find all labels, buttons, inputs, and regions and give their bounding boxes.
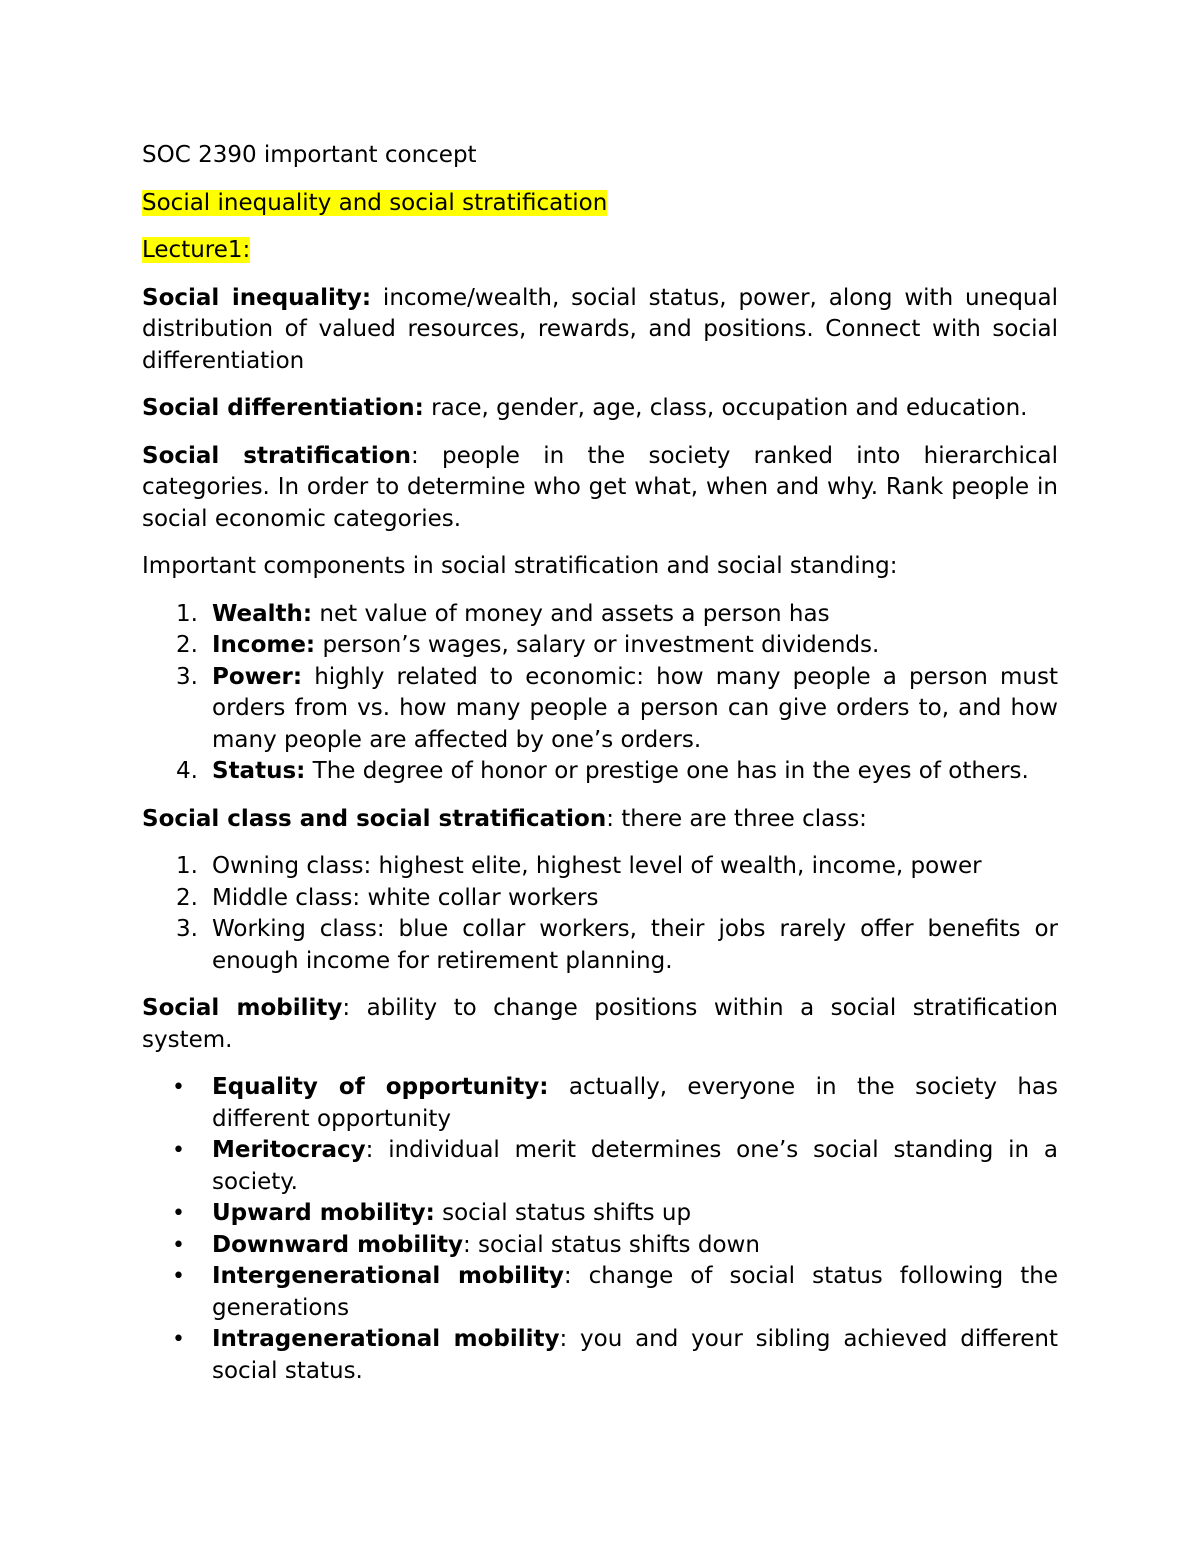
item-text: net value of money and assets a person has [312, 600, 830, 627]
item-text: : you and your sibling achieved different social status. [212, 1326, 1058, 1384]
document-page [142, 140, 1058, 1403]
bullet-icon: • [172, 1201, 185, 1226]
lecture-label [142, 235, 1058, 267]
item-text: person’s wages, salary or investment dividends. [315, 632, 880, 658]
item-term: Power: [212, 663, 303, 690]
list-number: 3. [176, 663, 198, 690]
list-item [142, 630, 1058, 662]
item-text: : individual merit determines one’s social standing in a society. [212, 1137, 1058, 1195]
list-item [142, 599, 1058, 631]
class-heading [142, 804, 1058, 836]
item-term: Upward mobility: [212, 1200, 435, 1226]
item-term: Downward mobility [212, 1231, 463, 1258]
item-term: Wealth: [212, 600, 313, 627]
list-number: 4. [176, 758, 198, 784]
definition-paragraph [142, 441, 1058, 536]
components-list [142, 599, 1058, 788]
definition-text: : people in the society ranked into hierarchical categories. In order to determine who get what, when and why. Rank people in social economic categories. [142, 442, 1058, 532]
class-heading-term: Social class and social stratification [142, 805, 607, 832]
definition-text: income/wealth, social status, power, along with unequal distribution of valued resources, rewards, and positions. Connect with social differentiation [142, 284, 1058, 374]
item-term: Intergenerational mobility [212, 1263, 564, 1289]
list-item [142, 883, 1058, 915]
highlighted-text: Social inequality and social stratification [142, 189, 608, 216]
item-text: actually, everyone in the society has different opportunity [212, 1074, 1058, 1132]
item-text: Working class: blue collar workers, their jobs rarely offer benefits or enough income for retirement planning. [212, 916, 1058, 974]
mobility-list [142, 1072, 1058, 1387]
mobility-text: : ability to change positions within a social stratification system. [142, 995, 1058, 1053]
list-item [142, 851, 1058, 883]
definition-term: Social differentiation: [142, 395, 424, 421]
item-text: Owning class: highest elite, highest level of wealth, income, power [212, 853, 982, 879]
item-text: : social status shifts down [462, 1231, 760, 1258]
class-heading-text: : there are three class: [606, 805, 867, 832]
list-number: 3. [176, 916, 198, 942]
list-item [142, 1261, 1058, 1324]
item-text: highly related to economic: how many people a person must orders from vs. how many people a person can give orders to, and how many people are affected by one’s orders. [212, 663, 1058, 753]
item-term: Status: [212, 758, 306, 784]
bullet-icon: • [172, 1232, 185, 1258]
bullet-icon: • [172, 1264, 185, 1289]
bullet-icon: • [172, 1138, 185, 1163]
definition-term: Social inequality: [142, 284, 372, 311]
definition-paragraph [142, 393, 1058, 425]
item-term: Intragenerational mobility [212, 1326, 560, 1352]
list-number: 2. [176, 632, 198, 658]
list-item [142, 662, 1058, 757]
list-number: 2. [176, 884, 198, 911]
list-item [142, 1135, 1058, 1198]
item-text: social status shifts up [434, 1200, 692, 1226]
item-text: Middle class: white collar workers [212, 884, 599, 911]
bullet-icon: • [172, 1075, 185, 1100]
list-item [142, 1230, 1058, 1262]
bullet-icon: • [172, 1327, 185, 1352]
document-title: SOC 2390 important concept [142, 142, 477, 168]
highlighted-text: Lecture1: [142, 237, 251, 263]
section-heading [142, 188, 1058, 220]
classes-list [142, 851, 1058, 977]
list-item [142, 914, 1058, 977]
components-intro: Important components in social stratification and social standing: [142, 553, 898, 579]
list-number: 1. [176, 853, 198, 879]
item-text: The degree of honor or prestige one has in the eyes of others. [305, 758, 1029, 784]
item-term: Meritocracy [212, 1137, 366, 1163]
definition-paragraph [142, 283, 1058, 378]
list-item [142, 1324, 1058, 1387]
list-item [142, 756, 1058, 788]
item-term: Income: [212, 632, 316, 658]
list-item [142, 1198, 1058, 1230]
mobility-paragraph [142, 993, 1058, 1056]
definition-term: Social stratification [142, 442, 411, 469]
item-text: : change of social status following the generations [212, 1263, 1058, 1321]
list-number: 1. [176, 600, 198, 627]
mobility-term: Social mobility [142, 995, 343, 1021]
definition-text: race, gender, age, class, occupation and education. [423, 395, 1028, 421]
item-term: Equality of opportunity: [212, 1074, 549, 1100]
list-item [142, 1072, 1058, 1135]
